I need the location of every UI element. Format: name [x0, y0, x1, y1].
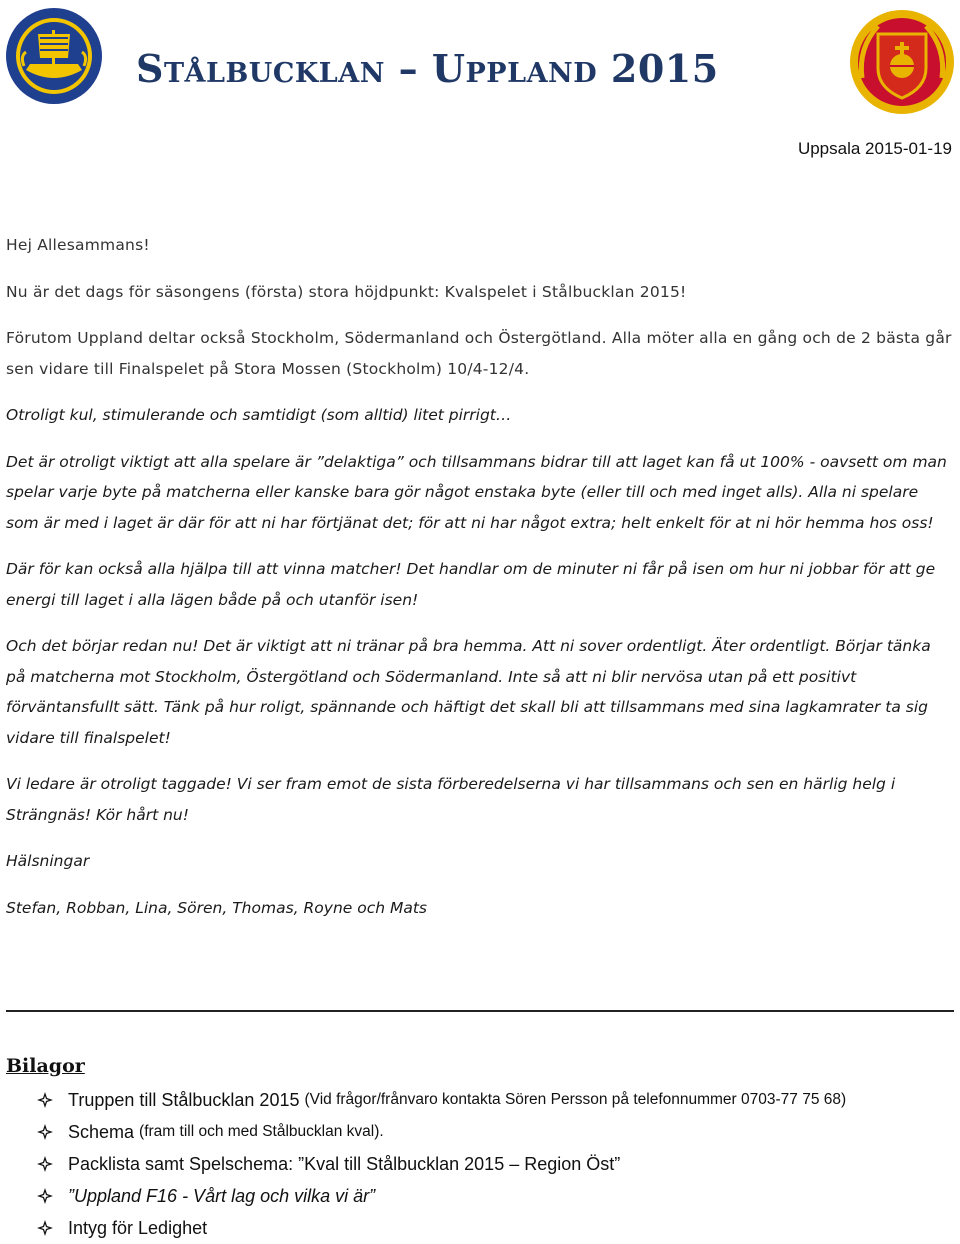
paragraph-intro: Nu är det dags för säsongens (första) stora höjdpunkt: Kvalspelet i Stålbucklan 2015!: [6, 282, 687, 301]
paragraph-participants: Förutom Uppland deltar också Stockholm, Södermanland och Östergötland. Alla möter alla en gång och de 2 bästa går sen vidare till Finalspelet på Stora Mossen (Stockholm) 10/4-12/4.: [6, 329, 952, 378]
signature: Stefan, Robban, Lina, Sören, Thomas, Royne och Mats: [6, 898, 428, 917]
title-text: Stålbucklan – Uppland: [136, 46, 598, 91]
paragraph-start-now: Och det börjar redan nu! Det är viktigt att ni tränar på bra hemma. Att ni sover ordentligt. Äter ordentligt. Börjar tänka på matcherna mot Stockholm, Östergötland och Södermanland. Inte så att ni blir nervösa utan på ett positivt förväntansfullt sätt. Tänk på hur roligt, spännande och häftigt det skall bli att tillsammans med sina lagkamrater ta sig vidare till finalspelet!: [6, 637, 931, 747]
letter-body: [6, 230, 954, 939]
attachment-label: Truppen till Stålbucklan 2015: [68, 1090, 300, 1110]
viking-ship-logo: [4, 0, 104, 116]
paragraph-leaders: Vi ledare är otroligt taggade! Vi ser fram emot de sista förberedelserna vi har tillsammans och sen en härlig helg i Strängnäs! Kör hårt nu!: [6, 775, 896, 824]
document-date: Uppsala 2015-01-19: [797, 139, 952, 158]
diamond-bullet-icon: [36, 1219, 54, 1237]
attachments-heading: Bilagor: [6, 1055, 85, 1077]
attachment-item: [36, 1116, 956, 1148]
paragraph-help: Där för kan också alla hjälpa till att vinna matcher! Det handlar om de minuter ni får på isen om hur ni jobbar för att ge energi till laget i alla lägen både på och utanför isen!: [6, 560, 936, 609]
attachment-label: Packlista samt Spelschema: ”Kval till Stålbucklan 2015 – Region Öst”: [68, 1154, 621, 1174]
attachment-note: (Vid frågor/frånvaro kontakta Sören Persson på telefonnummer 0703-77 75 68): [304, 1091, 847, 1108]
uppland-crest-logo: [848, 8, 956, 116]
diamond-bullet-icon: [36, 1123, 54, 1141]
attachment-item: [36, 1084, 956, 1116]
diamond-bullet-icon: [36, 1187, 54, 1205]
attachments-list: [36, 1084, 956, 1244]
diamond-bullet-icon: [36, 1091, 54, 1109]
closing: Hälsningar: [6, 852, 90, 870]
section-divider: [6, 1010, 954, 1012]
title-year: 2015: [610, 46, 719, 91]
attachment-label: Intyg för Ledighet: [68, 1218, 208, 1238]
greeting: Hej Allesammans!: [6, 236, 150, 254]
diamond-bullet-icon: [36, 1155, 54, 1173]
paragraph-team: Det är otroligt viktigt att alla spelare är ”delaktiga” och tillsammans bidrar till att laget kan få ut 100% - oavsett om man spelar varje byte på matcherna eller kanske bara gör något enstaka byte (eller till och med inget alls). Alla ni spelare som är med i laget är där för att ni har förtjänat det; för att ni har något extra; helt enkelt för at ni hör hemma hos oss!: [6, 452, 947, 532]
document-title: [136, 46, 836, 91]
paragraph-excitement: Otroligt kul, stimulerande och samtidigt (som alltid) litet pirrigt…: [6, 406, 512, 424]
attachment-item: [36, 1212, 956, 1244]
attachment-label: ”Uppland F16 - Vårt lag och vilka vi är”: [68, 1186, 376, 1206]
attachment-item: [36, 1148, 956, 1180]
attachment-label: Schema: [68, 1122, 135, 1142]
attachment-item: [36, 1180, 956, 1212]
attachment-note: (fram till och med Stålbucklan kval).: [139, 1123, 384, 1140]
